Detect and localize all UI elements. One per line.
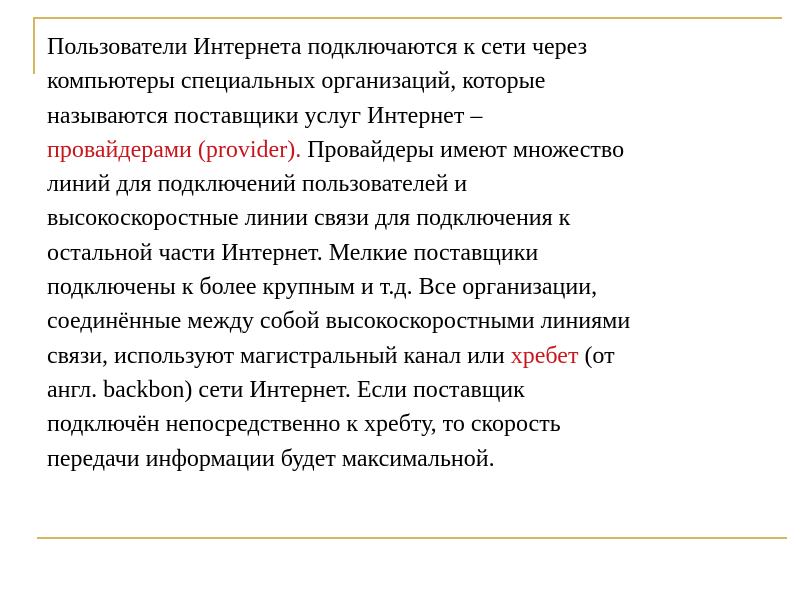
left-accent-line (33, 17, 35, 74)
text-line-1: Пользователи Интернета подключаются к сети через (47, 34, 588, 60)
text-line-4 (47, 133, 762, 167)
text-line-11: англ. backbon) сети Интернет. Если поставщик (47, 376, 525, 403)
text-line-2: компьютеры специальных организаций, которые (47, 68, 546, 95)
highlight-providers-term: провайдерами (provider). (47, 136, 302, 163)
top-divider-line (34, 17, 782, 19)
text-line-12: подключён непосредственно к хребту, то скорость (47, 411, 561, 438)
text-line-4-rest: Провайдеры имеют множество (301, 136, 625, 163)
text-line-10-end: (от (578, 342, 615, 369)
text-line-9: соединённые между собой высокоскоростными линиями (47, 308, 631, 335)
bottom-divider-line (37, 537, 787, 539)
text-line-6: высокоскоростные линии связи для подключения к (47, 205, 571, 232)
text-line-8: подключены к более крупным и т.д. Все организации, (47, 274, 598, 301)
body-paragraph (47, 30, 762, 476)
text-line-5: линий для подключений пользователей и (47, 171, 468, 198)
text-line-10-start: связи, используют магистральный канал или (47, 342, 511, 369)
highlight-backbone-term: хребет (510, 342, 579, 369)
text-line-7: остальной части Интернет. Мелкие поставщики (47, 239, 539, 266)
text-line-3: называются поставщики услуг Интернет – (47, 102, 483, 129)
text-line-13: передачи информации будет максимальной. (47, 445, 495, 472)
text-line-10 (47, 339, 762, 373)
